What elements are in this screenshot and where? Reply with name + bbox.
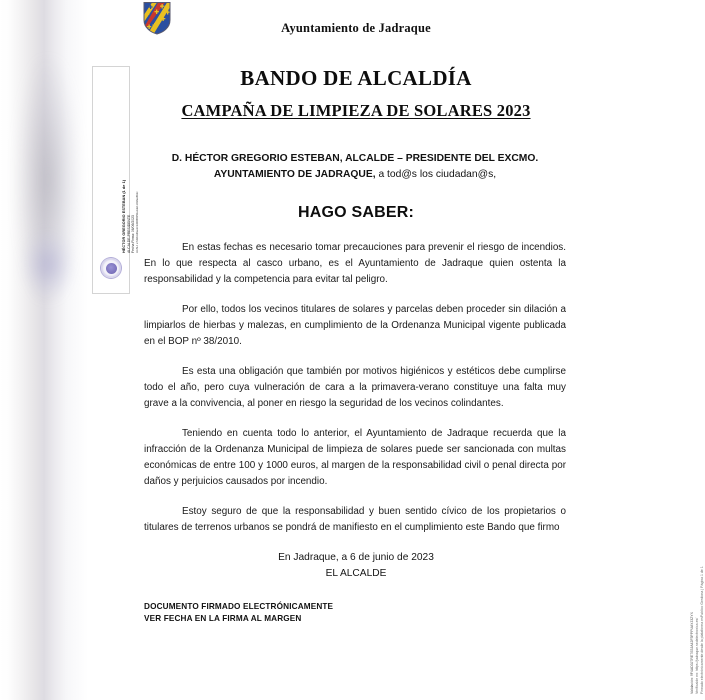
signature-signer-name: HÉCTOR GREGORIO ESTEBAN (1 de 1) — [122, 179, 126, 253]
verification-margin-text — [690, 442, 705, 694]
paragraph: Por ello, todos los vecinos titulares de solares y parcelas deben proceder sin dilación a limpiarlos de hierbas y malezas, en cumplimiento de la Ordenanza Municipal vigente publicada en el BOP nº 38/2010. — [144, 303, 566, 347]
scan-shadow-blue-tint — [22, 232, 74, 298]
page-subtitle: CAMPAÑA DE LIMPIEZA DE SOLARES 2023 — [181, 101, 531, 120]
page-title: BANDO DE ALCALDÍA — [240, 66, 472, 90]
esign-note-line-2: VER FECHA EN LA FIRMA AL MARGEN — [144, 613, 302, 623]
scan-shadow-left-edge — [0, 0, 88, 700]
signature-hash: HASH: e7d3b1d0ae2c3d086f4f5ba1de1103fae6b3c — [135, 191, 139, 253]
digital-seal-icon — [100, 257, 122, 279]
verification-margin-box — [666, 440, 705, 698]
closing-signer-title: EL ALCALDE — [325, 567, 387, 579]
document-page — [140, 0, 572, 700]
body-text — [140, 240, 572, 537]
addressee-line-2 — [144, 167, 566, 183]
addressee-line-1: D. HÉCTOR GREGORIO ESTEBAN, ALCALDE – PRESIDENTE DEL EXCMO. — [171, 153, 539, 164]
paragraph: Es esta una obligación que también por motivos higiénicos y estéticos debe cumplirse todo el año, pero cuya vulneración de cara a la primavera-verano constituye una falta muy grave a la convivencia, al poner en riesgo la seguridad de los vecinos colindantes. — [144, 365, 566, 409]
scan-shadow-blob — [18, 60, 78, 300]
page-header-title: Ayuntamiento de Jadraque — [281, 21, 431, 35]
paragraph: En estas fechas es necesario tomar precauciones para prevenir el riesgo de incendios. En lo que respecta al casco urbano, es el Ayuntamiento de Jadraque quien ostenta la responsabilidad y la competencia para evitar tal peligro. — [144, 241, 566, 285]
coat-of-arms-icon — [142, 1, 172, 35]
signature-signer-role: ALCALDE-PRESIDENTE — [127, 214, 131, 253]
signature-margin-text — [122, 73, 140, 253]
signature-date: Fecha Firma: 06/06/2023 — [131, 215, 136, 253]
verification-platform-note: Firmado electrónicamente desde la plataforma esPublico Gestiona | Página 1 de 1 — [700, 566, 705, 694]
electronic-signature-note — [140, 601, 572, 625]
addressee-entity: AYUNTAMIENTO DE JADRAQUE, — [213, 169, 376, 181]
signature-margin-rotated-wrap — [93, 67, 139, 257]
signature-margin-box — [92, 66, 139, 294]
proclamation-heading: HAGO SABER: — [298, 203, 414, 221]
paragraph: Teniendo en cuenta todo lo anterior, el Ayuntamiento de Jadraque recuerda que la infracción de la Ordenanza Municipal de limpieza de solares puede ser sancionada con multas económicas de entre 100 y 1000 euros, al margen de la responsabilidad civil o penal directa por daños y perjuicios causados por incendio. — [144, 427, 566, 488]
paragraph: Estoy seguro de que la responsabilidad y buen sentido cívico de los propietarios o titulares de terrenos urbanos se pondrá de manifiesto en el cumplimiento este Bando que firmo — [144, 506, 566, 534]
closing-place-date: En Jadraque, a 6 de junio de 2023 — [278, 552, 434, 564]
verification-url[interactable]: Verificable en: https://jadraque.sedelectronica.es/ — [695, 617, 700, 694]
verification-code: Validación: 9F4AD3J7RE7S5JA42F5PPPUAYJ3ZYX — [690, 612, 694, 694]
closing-block — [140, 550, 572, 581]
esign-note-line-1: DOCUMENTO FIRMADO ELECTRÓNICAMENTE — [144, 601, 334, 611]
addressee-recipients: a tod@s los ciudadan@s, — [375, 169, 497, 181]
addressee-block — [140, 151, 572, 184]
digital-seal-inner — [106, 263, 117, 274]
